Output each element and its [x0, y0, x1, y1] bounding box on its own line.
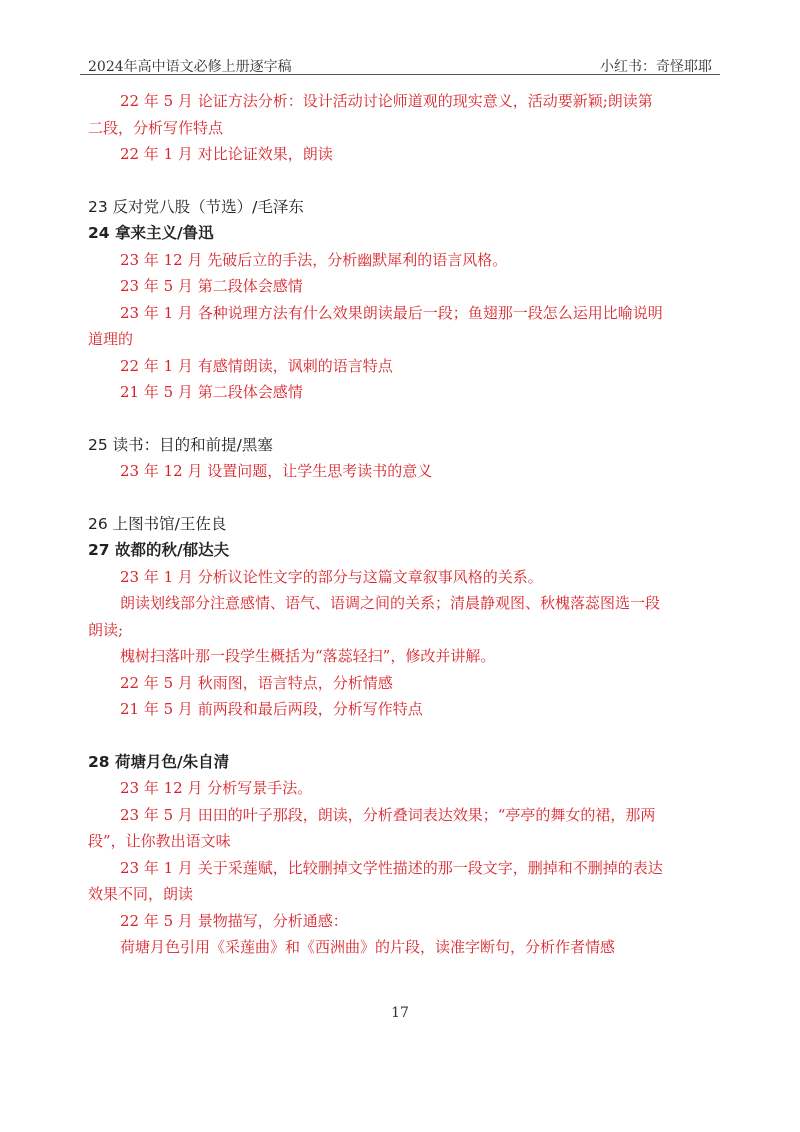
page-header: [80, 46, 720, 75]
page-content: [88, 88, 712, 961]
note-line: 道理的: [88, 330, 134, 348]
note-line: 23 年 1 月 分析议论性文字的部分与这篇文章叙事风格的关系。: [120, 567, 543, 586]
note-line: 二段，分析写作特点: [88, 118, 224, 137]
note-line: 朗读划线部分注意感情、语气、语调之间的关系；清晨静观图、秋槐落蕊图选一段: [120, 594, 661, 612]
note-line: 22 年 5 月 秋雨图，语言特点，分析情感: [120, 673, 393, 692]
note-line: 23 年 12 月 设置问题，让学生思考读书的意义: [120, 462, 433, 480]
note-line: 效果不同，朗读: [88, 885, 194, 903]
note-line: 23 年 12 月 先破后立的手法，分析幽默犀利的语言风格。: [120, 250, 508, 269]
lesson-title-23: 23 反对党八股（节选）/毛泽东: [88, 197, 304, 216]
note-line: 23 年 5 月 田田的叶子那段，朗读，分析叠词表达效果；“亭亭的舞女的裙，那两: [120, 805, 656, 824]
note-line: 荷塘月色引用《采莲曲》和《西洲曲》的片段，读准字断句，分析作者情感: [120, 938, 616, 956]
lesson-title-24: 24 拿来主义/鲁迅: [88, 224, 214, 242]
note-line: 朗读;: [88, 620, 124, 639]
note-line: 段”，让你教出语文味: [88, 832, 231, 850]
note-line: 22 年 1 月 有感情朗读，讽刺的语言特点: [120, 356, 393, 375]
note-line: 槐树扫落叶那一段学生概括为“落蕊轻扫”，修改并讲解。: [120, 647, 496, 665]
note-line: 22 年 5 月 论证方法分析：设计活动讨论师道观的现实意义，活动要新颖;朗读第: [120, 92, 653, 110]
header-author: 小红书：奇怪耶耶: [600, 59, 712, 75]
header-doc-title: 2024年高中语文必修上册逐字稿: [88, 59, 292, 75]
lesson-title-25: 25 读书：目的和前提/黑塞: [88, 435, 273, 454]
lesson-title-26: 26 上图书馆/王佐良: [88, 514, 227, 533]
note-line: 22 年 5 月 景物描写，分析通感：: [120, 911, 348, 930]
note-line: 23 年 12 月 分析写景手法。: [120, 779, 313, 797]
note-line: 21 年 5 月 第二段体会感情: [120, 383, 303, 401]
page-number: 17: [391, 1005, 409, 1021]
lesson-title-28: 28 荷塘月色/朱自清: [88, 752, 230, 771]
note-line: 21 年 5 月 前两段和最后两段，分析写作特点: [120, 700, 423, 718]
note-line: 23 年 1 月 各种说理方法有什么效果朗读最后一段；鱼翅那一段怎么运用比喻说明: [120, 303, 663, 322]
note-line: 23 年 5 月 第二段体会感情: [120, 277, 303, 295]
note-line: 22 年 1 月 对比论证效果，朗读: [120, 145, 333, 163]
note-line: 23 年 1 月 关于采莲赋，比较删掉文学性描述的那一段文字，删掉和不删掉的表达: [120, 858, 663, 877]
lesson-title-27: 27 故都的秋/郁达夫: [88, 541, 230, 559]
